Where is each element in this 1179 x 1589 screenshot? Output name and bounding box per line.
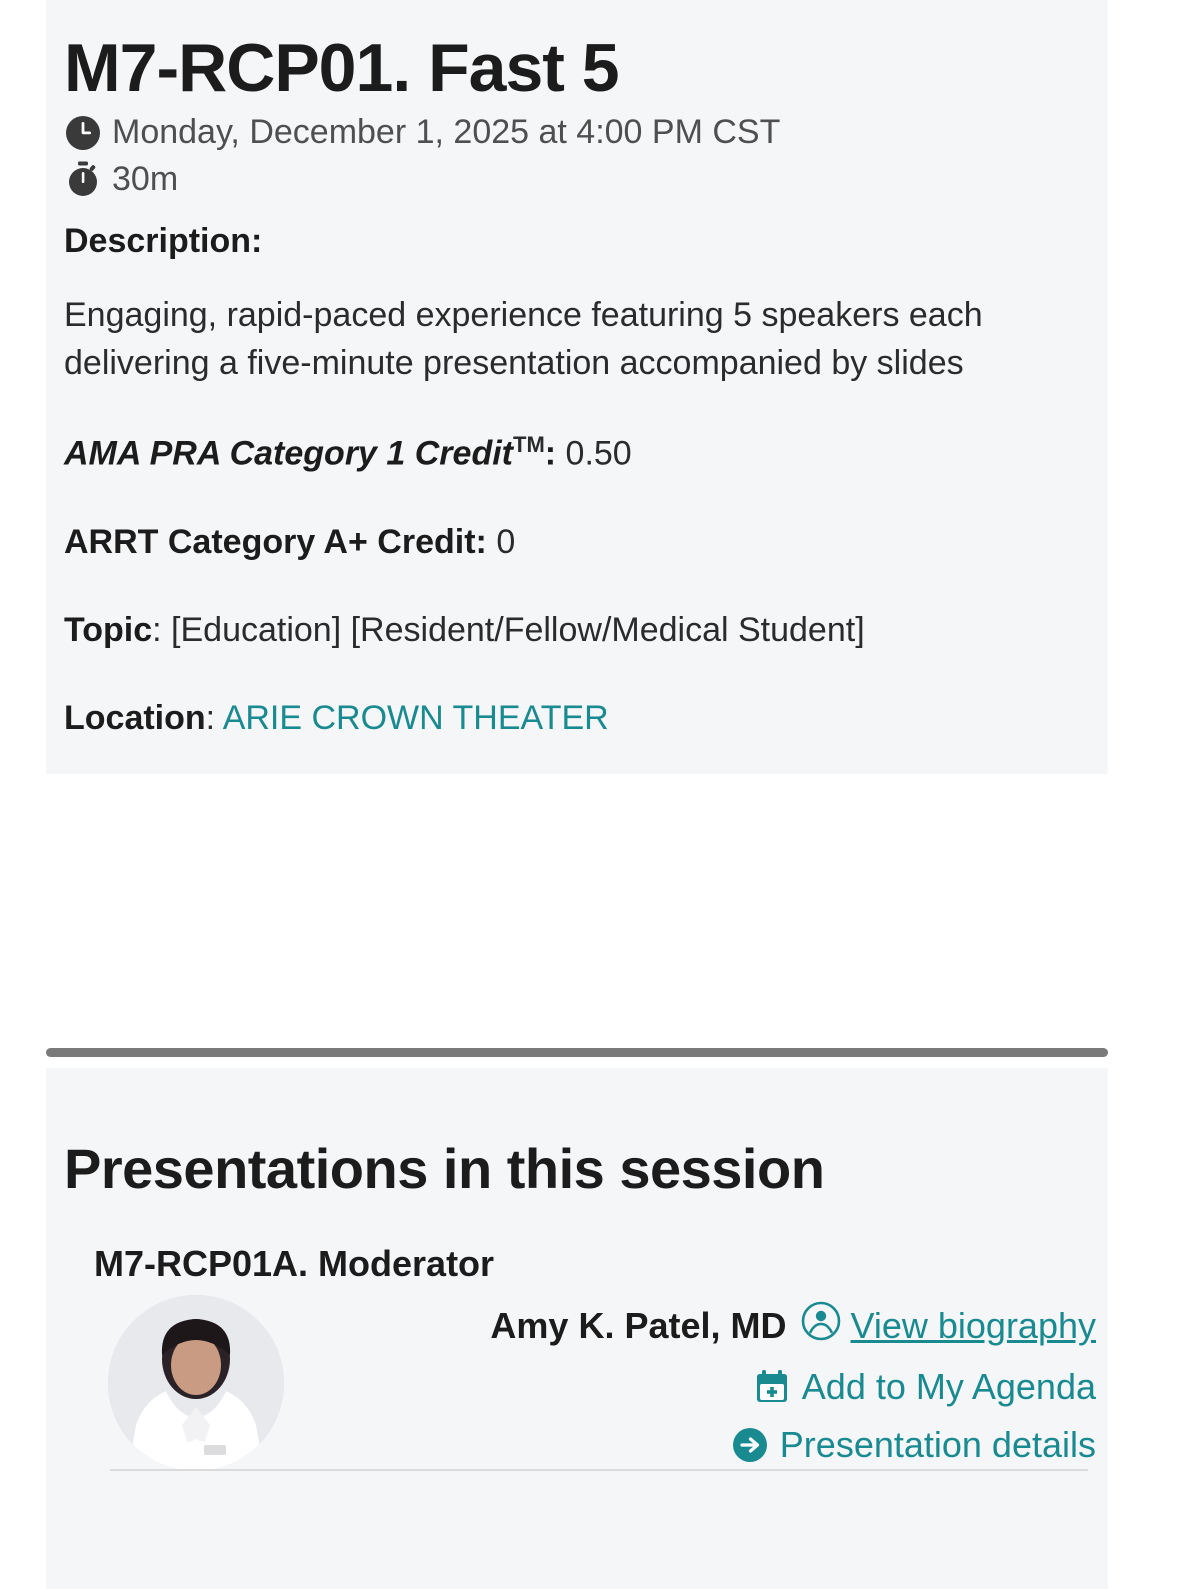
session-duration: 30m bbox=[112, 159, 179, 198]
ama-credit-value: 0.50 bbox=[565, 434, 632, 473]
list-item-divider bbox=[110, 1469, 1088, 1471]
section-divider bbox=[46, 1048, 1108, 1057]
ama-credit-separator: : bbox=[544, 434, 566, 473]
list-item bbox=[46, 1243, 1108, 1471]
avatar bbox=[108, 1295, 284, 1471]
add-to-agenda-label: Add to My Agenda bbox=[801, 1366, 1096, 1408]
presentations-heading: Presentations in this session bbox=[64, 1137, 825, 1200]
calendar-plus-icon bbox=[752, 1367, 792, 1407]
session-duration-row bbox=[64, 159, 1088, 200]
ama-credit-label: AMA PRA Category 1 Credit bbox=[64, 434, 513, 473]
clock-icon bbox=[64, 114, 102, 152]
arrt-credit-label: ARRT Category A+ Credit bbox=[64, 522, 476, 561]
description-label: Description: bbox=[64, 221, 263, 260]
person-circle-icon bbox=[801, 1301, 841, 1350]
page-title: M7-RCP01. Fast 5 bbox=[64, 30, 619, 106]
arrt-credit-separator: : bbox=[475, 522, 497, 561]
ama-credit-field bbox=[64, 431, 1088, 476]
stopwatch-icon bbox=[64, 160, 102, 198]
topic-label: Topic bbox=[64, 610, 153, 649]
location-label: Location bbox=[64, 699, 206, 738]
speaker-name: Amy K. Patel, MD bbox=[490, 1305, 787, 1346]
presentations-section bbox=[46, 1068, 1108, 1589]
session-info-card bbox=[46, 0, 1108, 774]
arrt-credit-field bbox=[64, 520, 1088, 564]
topic-value: [Education] [Resident/Fellow/Medical Student] bbox=[171, 610, 865, 649]
presentation-details-button[interactable] bbox=[298, 1424, 1096, 1466]
session-datetime-row bbox=[64, 112, 1088, 153]
arrt-credit-value: 0 bbox=[496, 522, 516, 561]
description-text: Engaging, rapid-paced experience featuring 5 speakers each delivering a five-minute presentation accompanied by slides bbox=[64, 295, 983, 383]
location-colon: : bbox=[205, 699, 223, 738]
speaker-row bbox=[298, 1301, 1096, 1350]
topic-field bbox=[64, 608, 1088, 652]
presentation-details-label: Presentation details bbox=[779, 1424, 1096, 1466]
location-link[interactable]: ARIE CROWN THEATER bbox=[222, 699, 609, 738]
presentation-code: M7-RCP01A. Moderator bbox=[94, 1243, 495, 1284]
location-field bbox=[64, 696, 1088, 740]
ama-credit-trademark: TM bbox=[513, 432, 545, 458]
add-to-agenda-button[interactable] bbox=[298, 1366, 1096, 1408]
view-biography-link[interactable]: View biography bbox=[850, 1305, 1096, 1346]
session-datetime: Monday, December 1, 2025 at 4:00 PM CST bbox=[112, 113, 781, 152]
arrow-right-circle-icon bbox=[730, 1425, 770, 1465]
topic-colon: : bbox=[152, 610, 172, 649]
